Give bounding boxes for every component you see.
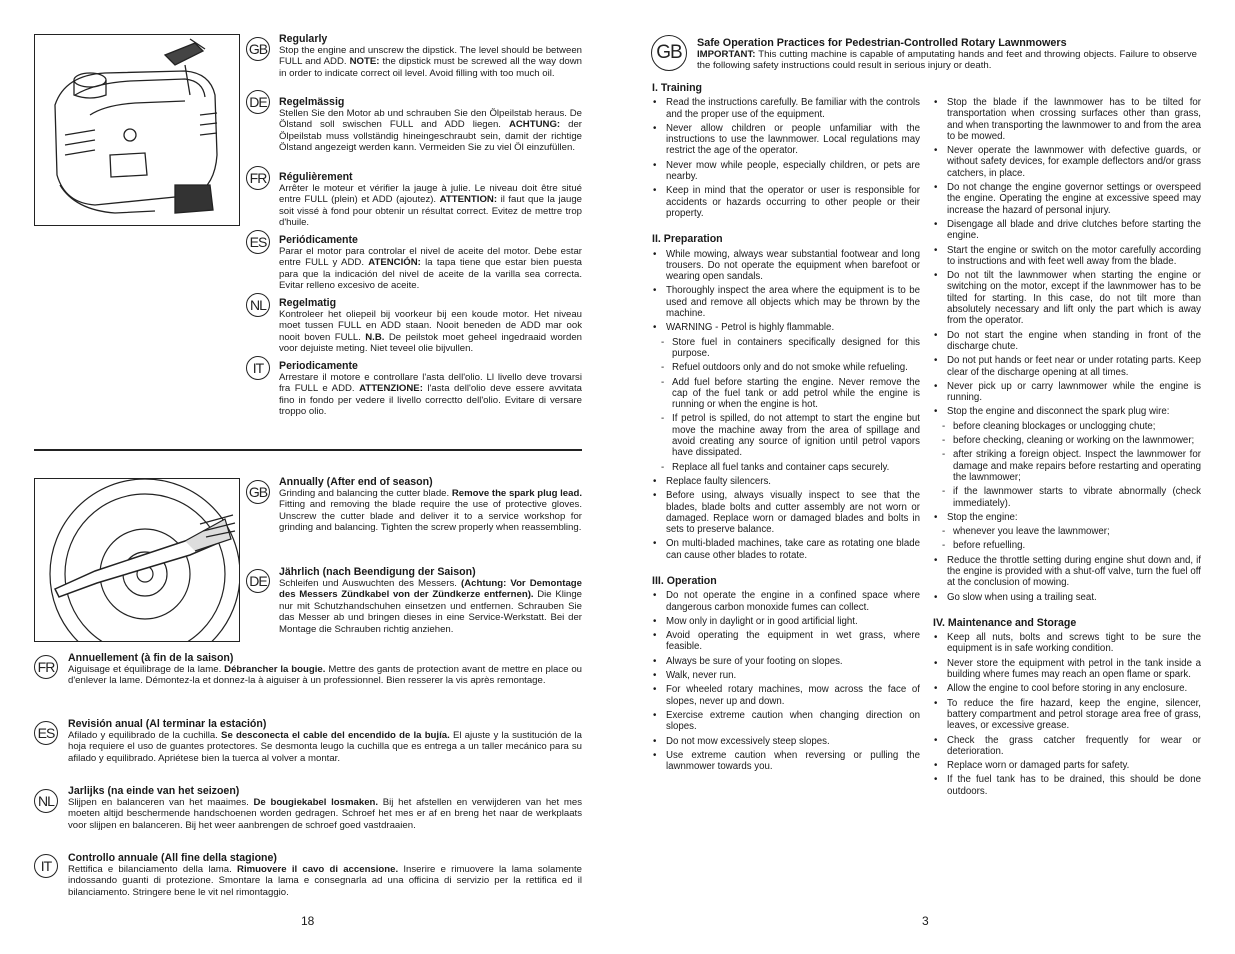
list-item: • On multi-bladed machines, take care as rotating one blade can cause other blades to rotate.: [652, 538, 920, 561]
bullet-list: [933, 97, 1201, 603]
bullet-list: [652, 97, 920, 219]
block-body: Afilado y equilibrado de la cuchilla. Se desconecta el cable del encendido de la bujía. El ajuste y la sustitución de la hoja requiere el uso de guantes protectores. Se desmonta leugo la cuchilla que es entrega a un taller mecánico para su afilado y equilibrado. Apriétese bien la tuerca al volver a montar.: [68, 730, 582, 764]
list-item: • Use extreme caution when reversing or pulling the lawnmower towards you.: [652, 750, 920, 773]
list-item: • Never operate the lawnmower with defective guards, or without safety devices, for example deflectors and/or grass catchers, in place.: [933, 145, 1201, 179]
block-body: Aiguisage et équilibrage de la lame. Débrancher la bougie. Mettre des gants de protection avant de mettre en place ou d'enlever la lame. Démontez-la et donnez-la à aiguiser à un professionnel. Bien resserer la vis après remontage.: [68, 664, 582, 687]
language-badge-de: DE: [246, 569, 270, 593]
list-item: • Never allow children or people unfamiliar with the instructions to use the lawnmower. Local regulations may restrict the age of the operator.: [652, 123, 920, 157]
list-item: • Reduce the throttle setting during engine shut down and, if the engine is provided with a shut-off valve, turn the fuel off at the conclusion of mowing.: [933, 555, 1201, 589]
blade-illustration: [34, 478, 240, 642]
block-body: Kontroleer het oliepeil bij voorkeur bij een koude motor. Het niveau moet tussen FULL en ADD staan. Nooit beneden de ADD mar ook nooit boven FULL. N.B. De peilstok moet geheel ingedraaid worden voor dejuiste meting. Niet teveel olie bijvullen.: [279, 309, 582, 355]
language-badge-fr: FR: [246, 166, 270, 190]
block-body: Stop the engine and unscrew the dipstick. The level should be between FULL and ADD. NOTE: the dipstick must be screwed all the way down in order to indicate correct oil level. Avoid filling with too much oil.: [279, 45, 583, 79]
list-item: • Start the engine or switch on the motor carefully according to instructions and with feet well away from the blade.: [933, 245, 1201, 268]
block-title: Jarlijks (na einde van het seizoen): [68, 785, 240, 797]
safety-title: Safe Operation Practices for Pedestrian-Controlled Rotary Lawnmowers: [697, 37, 1067, 49]
page-number-right: 3: [922, 914, 929, 928]
oil-block-de: [279, 96, 582, 154]
list-item: • Mow only in daylight or in good artificial light.: [652, 616, 920, 627]
list-item: • Replace faulty silencers.: [652, 476, 920, 487]
sub-list-item: - Replace all fuel tanks and container caps securely.: [652, 462, 920, 473]
list-item: • While mowing, always wear substantial footwear and long trousers. Do not operate the equipment when barefoot or wearing open sandals.: [652, 249, 920, 283]
section-heading: I. Training: [652, 82, 703, 94]
block-title: Jährlich (nach Beendigung der Saison): [279, 566, 476, 578]
list-item: • To reduce the fire hazard, keep the engine, silencer, battery compartment and petrol storage area free of grass, leaves, or excessive grease.: [933, 698, 1201, 732]
language-badge-es: ES: [34, 721, 58, 745]
block-title: Controllo annuale (All fine della stagione): [68, 852, 277, 864]
list-item: • For wheeled rotary machines, mow across the face of slopes, never up and down.: [652, 684, 920, 707]
sub-list-item: - before refuelling.: [933, 540, 1201, 551]
page-number-left: 18: [301, 914, 315, 928]
list-item: • Disengage all blade and drive clutches before starting the engine.: [933, 219, 1201, 242]
list-item: • Do not mow excessively steep slopes.: [652, 736, 920, 747]
language-badge-it: IT: [246, 356, 270, 380]
block-title: Periodicamente: [279, 360, 358, 372]
list-item: • Read the instructions carefully. Be familiar with the controls and the proper use of the equipment.: [652, 97, 920, 120]
list-item: • Go slow when using a trailing seat.: [933, 592, 1201, 603]
block-body: Slijpen en balanceren van het maaimes. De bougiekabel losmaken. Bij het afstellen en verwijderen van het mes moeten altijd beschermende handschoenen worden gedragen. Schroef het mes er af en breng het naar de werkplaats voor slijpen en balanceren. Bij het weer aanbrengen de schroef goed vastdraaien.: [68, 797, 582, 831]
section-heading: III. Operation: [652, 574, 717, 587]
engine-drawing: [35, 35, 239, 225]
list-item: • Stop the engine:: [933, 512, 1201, 523]
list-item: • Thoroughly inspect the area where the equipment is to be used and remove all objects which may be thrown by the machine.: [652, 285, 920, 319]
bullet-list: [652, 249, 920, 561]
sub-list-item: - Add fuel before starting the engine. Never remove the cap of the fuel tank or add petrol while the engine is running or when the engine is hot.: [652, 377, 920, 411]
sub-list-item: - after striking a foreign object. Inspect the lawnmower for damage and make repairs before restarting and operating the lawnmower;: [933, 449, 1201, 483]
sub-list-item: - Store fuel in containers specifically designed for this purpose.: [652, 337, 920, 360]
block-title: Annually (After end of season): [279, 476, 433, 488]
list-item: • Keep in mind that the operator or user is responsible for accidents or hazards occurring to other people or their property.: [652, 185, 920, 219]
list-item: • Check the grass catcher frequently for wear or deterioration.: [933, 735, 1201, 758]
sub-list-item: - whenever you leave the lawnmower;: [933, 526, 1201, 537]
language-badge-it: IT: [34, 854, 58, 878]
list-item: • Avoid operating the equipment in wet grass, where feasible.: [652, 630, 920, 653]
safety-column-1: [652, 83, 920, 775]
language-badge-gb: GB: [246, 37, 270, 61]
list-item: • WARNING - Petrol is highly flammable.: [652, 322, 920, 333]
block-body: Arrêter le moteur et vérifier la jauge à julie. Le niveau doit être situé entre FULL (plein) et ADD (ajoutez). ATTENTION: il faut que la jauge soit vissé à fond pour obtenir un résultat correct. Evitez de mettre trop d'huile.: [279, 183, 582, 229]
blade-block-es: [68, 718, 582, 764]
oil-block-es: [279, 234, 582, 292]
sub-list-item: - before checking, cleaning or working on the lawnmower;: [933, 435, 1201, 446]
list-item: • Never mow while people, especially children, or pets are nearby.: [652, 160, 920, 183]
blade-drawing: [35, 479, 239, 641]
list-item: • Never pick up or carry lawnmower while the engine is running.: [933, 381, 1201, 404]
list-item: • Exercise extreme caution when changing direction on slopes.: [652, 710, 920, 733]
oil-block-gb: [279, 33, 582, 79]
sub-list-item: - If petrol is spilled, do not attempt to start the engine but move the machine away from the area of spillage and avoid creating any source of ignition until petrol vapors have dissipated.: [652, 413, 920, 458]
block-body: Parar el motor para controlar el nivel de aceite del motor. Debe estar entre FULL y ADD. ATENCIÓN: la tapa tiene que estar bien puesta para que la indicación del nivel de aceite de la varilla sea correcta. Evitar relleno excesivo de aceite.: [279, 246, 582, 292]
block-body: Rettifica e bilanciamento della lama. Rimuovere il cavo di accensione. Inserire e rimuovere la lama solamente indossando guanti di protezione. Smontare la lama e consegnarla ad una officina di servizio per la rettifica ed il bilanciamento. Stringere bene le vit nel rimontaggio.: [68, 864, 582, 898]
block-body: Schleifen und Auswuchten des Messers. (Achtung: Vor Demontage des Messers Zündkabel von der Zündkerze entfernen). Die Klinge nur mit Schutzhandschuhen einsetzen und entfernen. Schrauben Sie das Messer ab und bringen dieses in eine Service-Werkstatt. Bei der Montage die Schrauben richtig anziehen.: [279, 578, 582, 635]
list-item: • Replace worn or damaged parts for safety.: [933, 760, 1201, 771]
block-title: Régulièrement: [279, 171, 353, 183]
list-item: • Do not start the engine when standing in front of the discharge chute.: [933, 330, 1201, 353]
oil-block-nl: [279, 297, 582, 355]
block-body: Stellen Sie den Motor ab und schrauben Sie den Ölpeilstab heraus. De Ölstand soll swischen FULL and ADD liegen. ACHTUNG: der Ölpeilstab muss vollständig hineingeschraubt sein, damit der richtige Ölstand angezeigt werden kann. Vermeiden Sie zu viel Öl einzufüllen.: [279, 108, 582, 154]
oil-block-fr: [279, 171, 582, 229]
bullet-list: [652, 590, 920, 772]
section-heading: IV. Maintenance and Storage: [933, 616, 1077, 629]
language-badge-es: ES: [246, 230, 270, 254]
list-item: • Before using, always visually inspect to see that the blades, blade bolts and cutter assembly are not worn or damaged. Replace worn or damaged blades and bolts in sets to preserve balance.: [652, 490, 920, 535]
sub-list-item: - if the lawnmower starts to vibrate abnormally (check immediately).: [933, 486, 1201, 509]
engine-dipstick-illustration: [34, 34, 240, 226]
sub-list-item: - Refuel outdoors only and do not smoke while refueling.: [652, 362, 920, 373]
list-item: • Never store the equipment with petrol in the tank inside a building where fumes may reach an open flame or spark.: [933, 658, 1201, 681]
block-body: Arrestare il motore e controllare l'asta dell'olio. Ll livello deve trovarsi fra FULL e ADD. ATTENZIONE: l'asta dell'olio deve essere avvitata fino in fondo per vedere il livello correctto dell'olio. Evitare di versare troppo olio.: [279, 372, 582, 418]
safety-column-2: [933, 97, 1201, 800]
block-title: Periódicamente: [279, 234, 358, 246]
blade-block-gb: [279, 476, 582, 534]
list-item: • Always be sure of your footing on slopes.: [652, 656, 920, 667]
block-title: Annuellement (à fin de la saison): [68, 652, 234, 664]
blade-block-fr: [68, 652, 582, 687]
list-item: • If the fuel tank has to be drained, this should be done outdoors.: [933, 774, 1201, 797]
list-item: • Do not change the engine governor settings or overspeed the engine. Operating the engine at excessive speed may increase the hazard of personal injury.: [933, 182, 1201, 216]
list-item: • Do not tilt the lawnmower when starting the engine or switching on the motor, except if the lawnmower has to be tilted for starting. In this case, do not tilt more than absolutely necessary and lift only the part which is away from the operator.: [933, 270, 1201, 326]
language-badge-de: DE: [246, 90, 270, 114]
list-item: • Do not put hands or feet near or under rotating parts. Keep clear of the discharge opening at all times.: [933, 355, 1201, 378]
bullet-list: [933, 632, 1201, 797]
block-title: Regelmatig: [279, 297, 337, 309]
block-body: Grinding and balancing the cutter blade. Remove the spark plug lead. Fitting and removing the blade require the use of protective gloves. Unscrew the cutter blade and deliver it to a service workshop for grinding and balancing. Tighten the screw properly when reassembling.: [279, 488, 582, 534]
blade-block-de: [279, 566, 582, 635]
language-badge-gb: GB: [246, 480, 270, 504]
blade-block-nl: [68, 785, 582, 831]
list-item: • Do not operate the engine in a confined space where dangerous carbon monoxide fumes can collect.: [652, 590, 920, 613]
language-badge-gb: GB: [651, 35, 687, 71]
list-item: • Allow the engine to cool before storing in any enclosure.: [933, 683, 1201, 694]
language-badge-nl: NL: [246, 293, 270, 317]
section-heading: II. Preparation: [652, 233, 723, 246]
block-title: Regularly: [279, 33, 328, 45]
list-item: • Stop the blade if the lawnmower has to be tilted for transportation when crossing surfaces other than grass, and when transporting the lawnmower to and from the area to be mowed.: [933, 97, 1201, 142]
sub-list-item: - before cleaning blockages or unclogging chute;: [933, 421, 1201, 432]
list-item: • Walk, never run.: [652, 670, 920, 681]
list-item: • Keep all nuts, bolts and screws tight to be sure the equipment is in safe working condition.: [933, 632, 1201, 655]
section-divider: [34, 449, 582, 451]
blade-block-it: [68, 852, 582, 898]
important-note: IMPORTANT: This cutting machine is capable of amputating hands and feet and throwing objects. Failure to observe the following safety instructions could result in serious injury or death.: [697, 49, 1197, 72]
oil-block-it: [279, 360, 582, 418]
block-title: Regelmässig: [279, 96, 345, 108]
language-badge-nl: NL: [34, 789, 58, 813]
language-badge-fr: FR: [34, 655, 58, 679]
block-title: Revisión anual (Al terminar la estación): [68, 718, 267, 730]
list-item: • Stop the engine and disconnect the spark plug wire:: [933, 406, 1201, 417]
